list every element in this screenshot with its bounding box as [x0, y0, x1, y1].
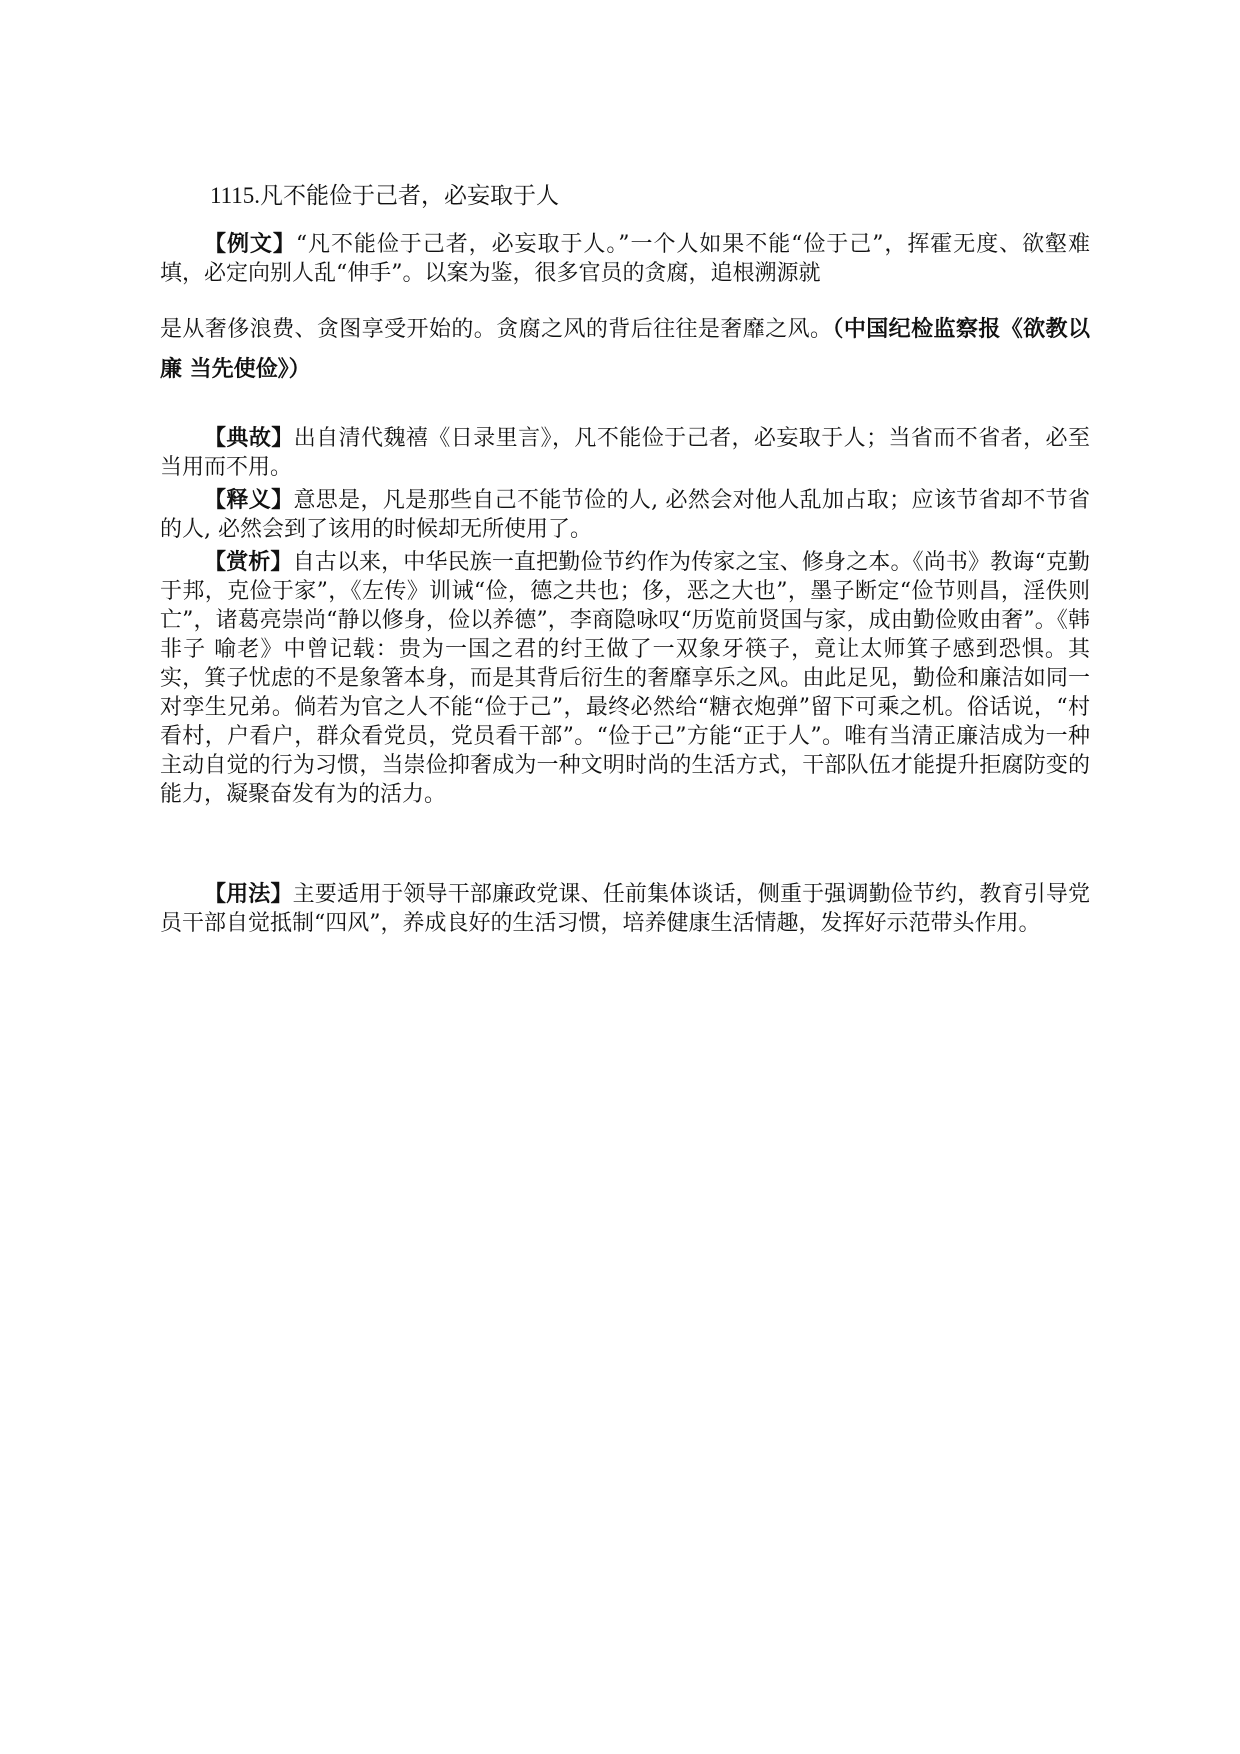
entry-title — [210, 180, 559, 212]
example-tag: 【例文】 — [204, 232, 296, 257]
allusion-tag: 【典故】 — [204, 426, 294, 451]
appreciation-paragraph — [160, 548, 1090, 809]
appreciation-tag: 【赏析】 — [204, 550, 293, 575]
entry-number: 1115. — [210, 183, 261, 208]
example-source: （中国纪检监察报《欲教以廉 当先使俭》） — [160, 317, 1090, 382]
allusion-text: 出自清代魏禧《日录里言》，凡不能俭于己者，必妄取于人；当省而不省者，必至当用而不用。 — [160, 426, 1090, 480]
usage-tag: 【用法】 — [204, 882, 293, 907]
usage-paragraph — [160, 880, 1090, 938]
example-text-part1: “凡不能俭于己者，必妄取于人。”一个人如果不能“俭于己”，挥霍无度、欲壑难填，必定向别人乱“伸手”。以案为鉴，很多官员的贪腐，追根溯源就 — [160, 232, 1090, 286]
example-paragraph-continued — [160, 310, 1090, 390]
entry-title-text: 凡不能俭于己者，必妄取于人 — [260, 183, 560, 209]
meaning-tag: 【释义】 — [204, 488, 294, 513]
example-text-part2: 是从奢侈浪费、贪图享受开始的。贪腐之风的背后往往是奢靡之风。 — [160, 317, 833, 342]
allusion-paragraph — [160, 424, 1090, 482]
appreciation-text: 自古以来，中华民族一直把勤俭节约作为传家之宝、修身之本。《尚书》教诲“克勤于邦，克俭于家”，《左传》训诫“俭，德之共也；侈，恶之大也”，墨子断定“俭节则昌，淫佚则亡”，诸葛亮崇尚“静以修身，俭以养德”，李商隐咏叹“历览前贤国与家，成由勤俭败由奢”。《韩非子 喻老》中曾记载：贵为一国之君的纣王做了一双象牙筷子，竟让太师箕子感到恐惧。其实，箕子忧虑的不是象箸本身，而是其背后衍生的奢靡享乐之风。由此足见，勤俭和廉洁如同一对孪生兄弟。倘若为官之人不能“俭于己”，最终必然给“糖衣炮弹”留下可乘之机。俗话说，“村看村，户看户，群众看党员，党员看干部”。“俭于己”方能“正于人”。唯有当清正廉洁成为一种主动自觉的行为习惯，当崇俭抑奢成为一种文明时尚的生活方式，干部队伍才能提升拒腐防变的能力，凝聚奋发有为的活力。 — [160, 550, 1090, 807]
example-paragraph — [160, 230, 1090, 288]
document-page — [160, 0, 1090, 1754]
meaning-text: 意思是，凡是那些自己不能节俭的人, 必然会对他人乱加占取；应该节省却不节省的人, 必然会到了该用的时候却无所使用了。 — [160, 488, 1090, 542]
usage-text: 主要适用于领导干部廉政党课、任前集体谈话，侧重于强调勤俭节约，教育引导党员干部自觉抵制“四风”，养成良好的生活习惯，培养健康生活情趣，发挥好示范带头作用。 — [160, 882, 1090, 936]
meaning-paragraph — [160, 486, 1090, 544]
